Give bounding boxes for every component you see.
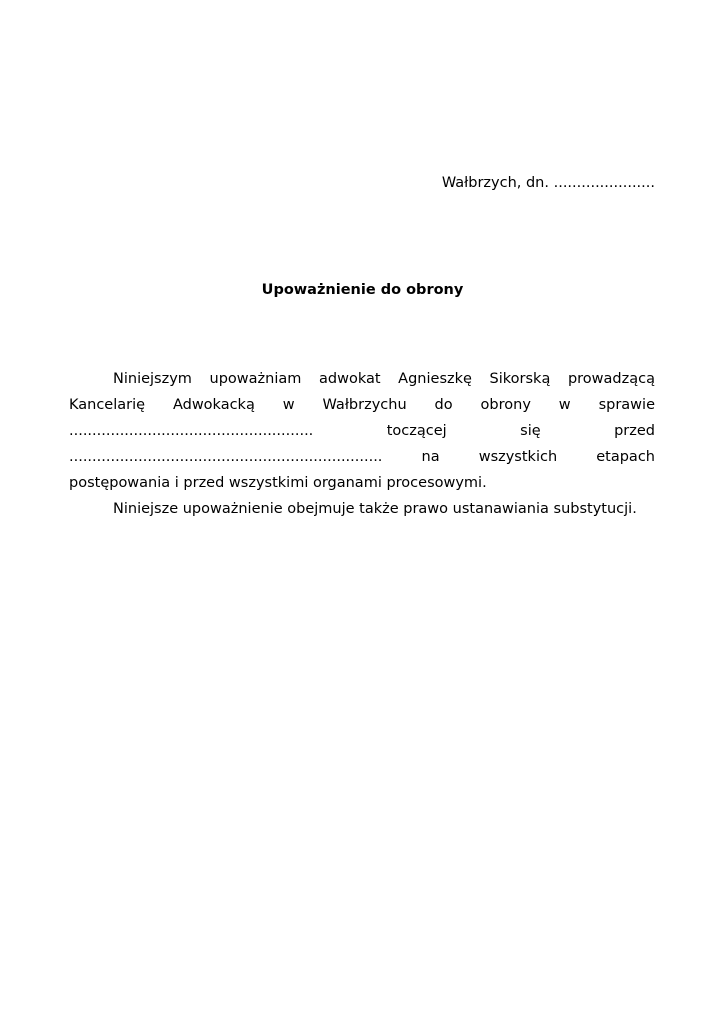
place-date-line: Wałbrzych, dn. ...................... — [441, 175, 655, 191]
document-body — [69, 366, 655, 522]
substitution-paragraph: Niniejsze upoważnienie obejmuje także prawo ustanawiania substytucji. — [113, 501, 637, 517]
authorization-paragraph: Niniejszym upoważniam adwokat Agnieszkę Sikorską prowadzącą Kancelarię Adwokacką w Wałbrzychu do obrony w sprawie ..................................................... toczącej się przed .................................................................... na wszystkich etapach postępowania i przed wszystkimi organami procesowymi. — [69, 371, 655, 491]
document-title: Upoważnienie do obrony — [261, 282, 464, 298]
